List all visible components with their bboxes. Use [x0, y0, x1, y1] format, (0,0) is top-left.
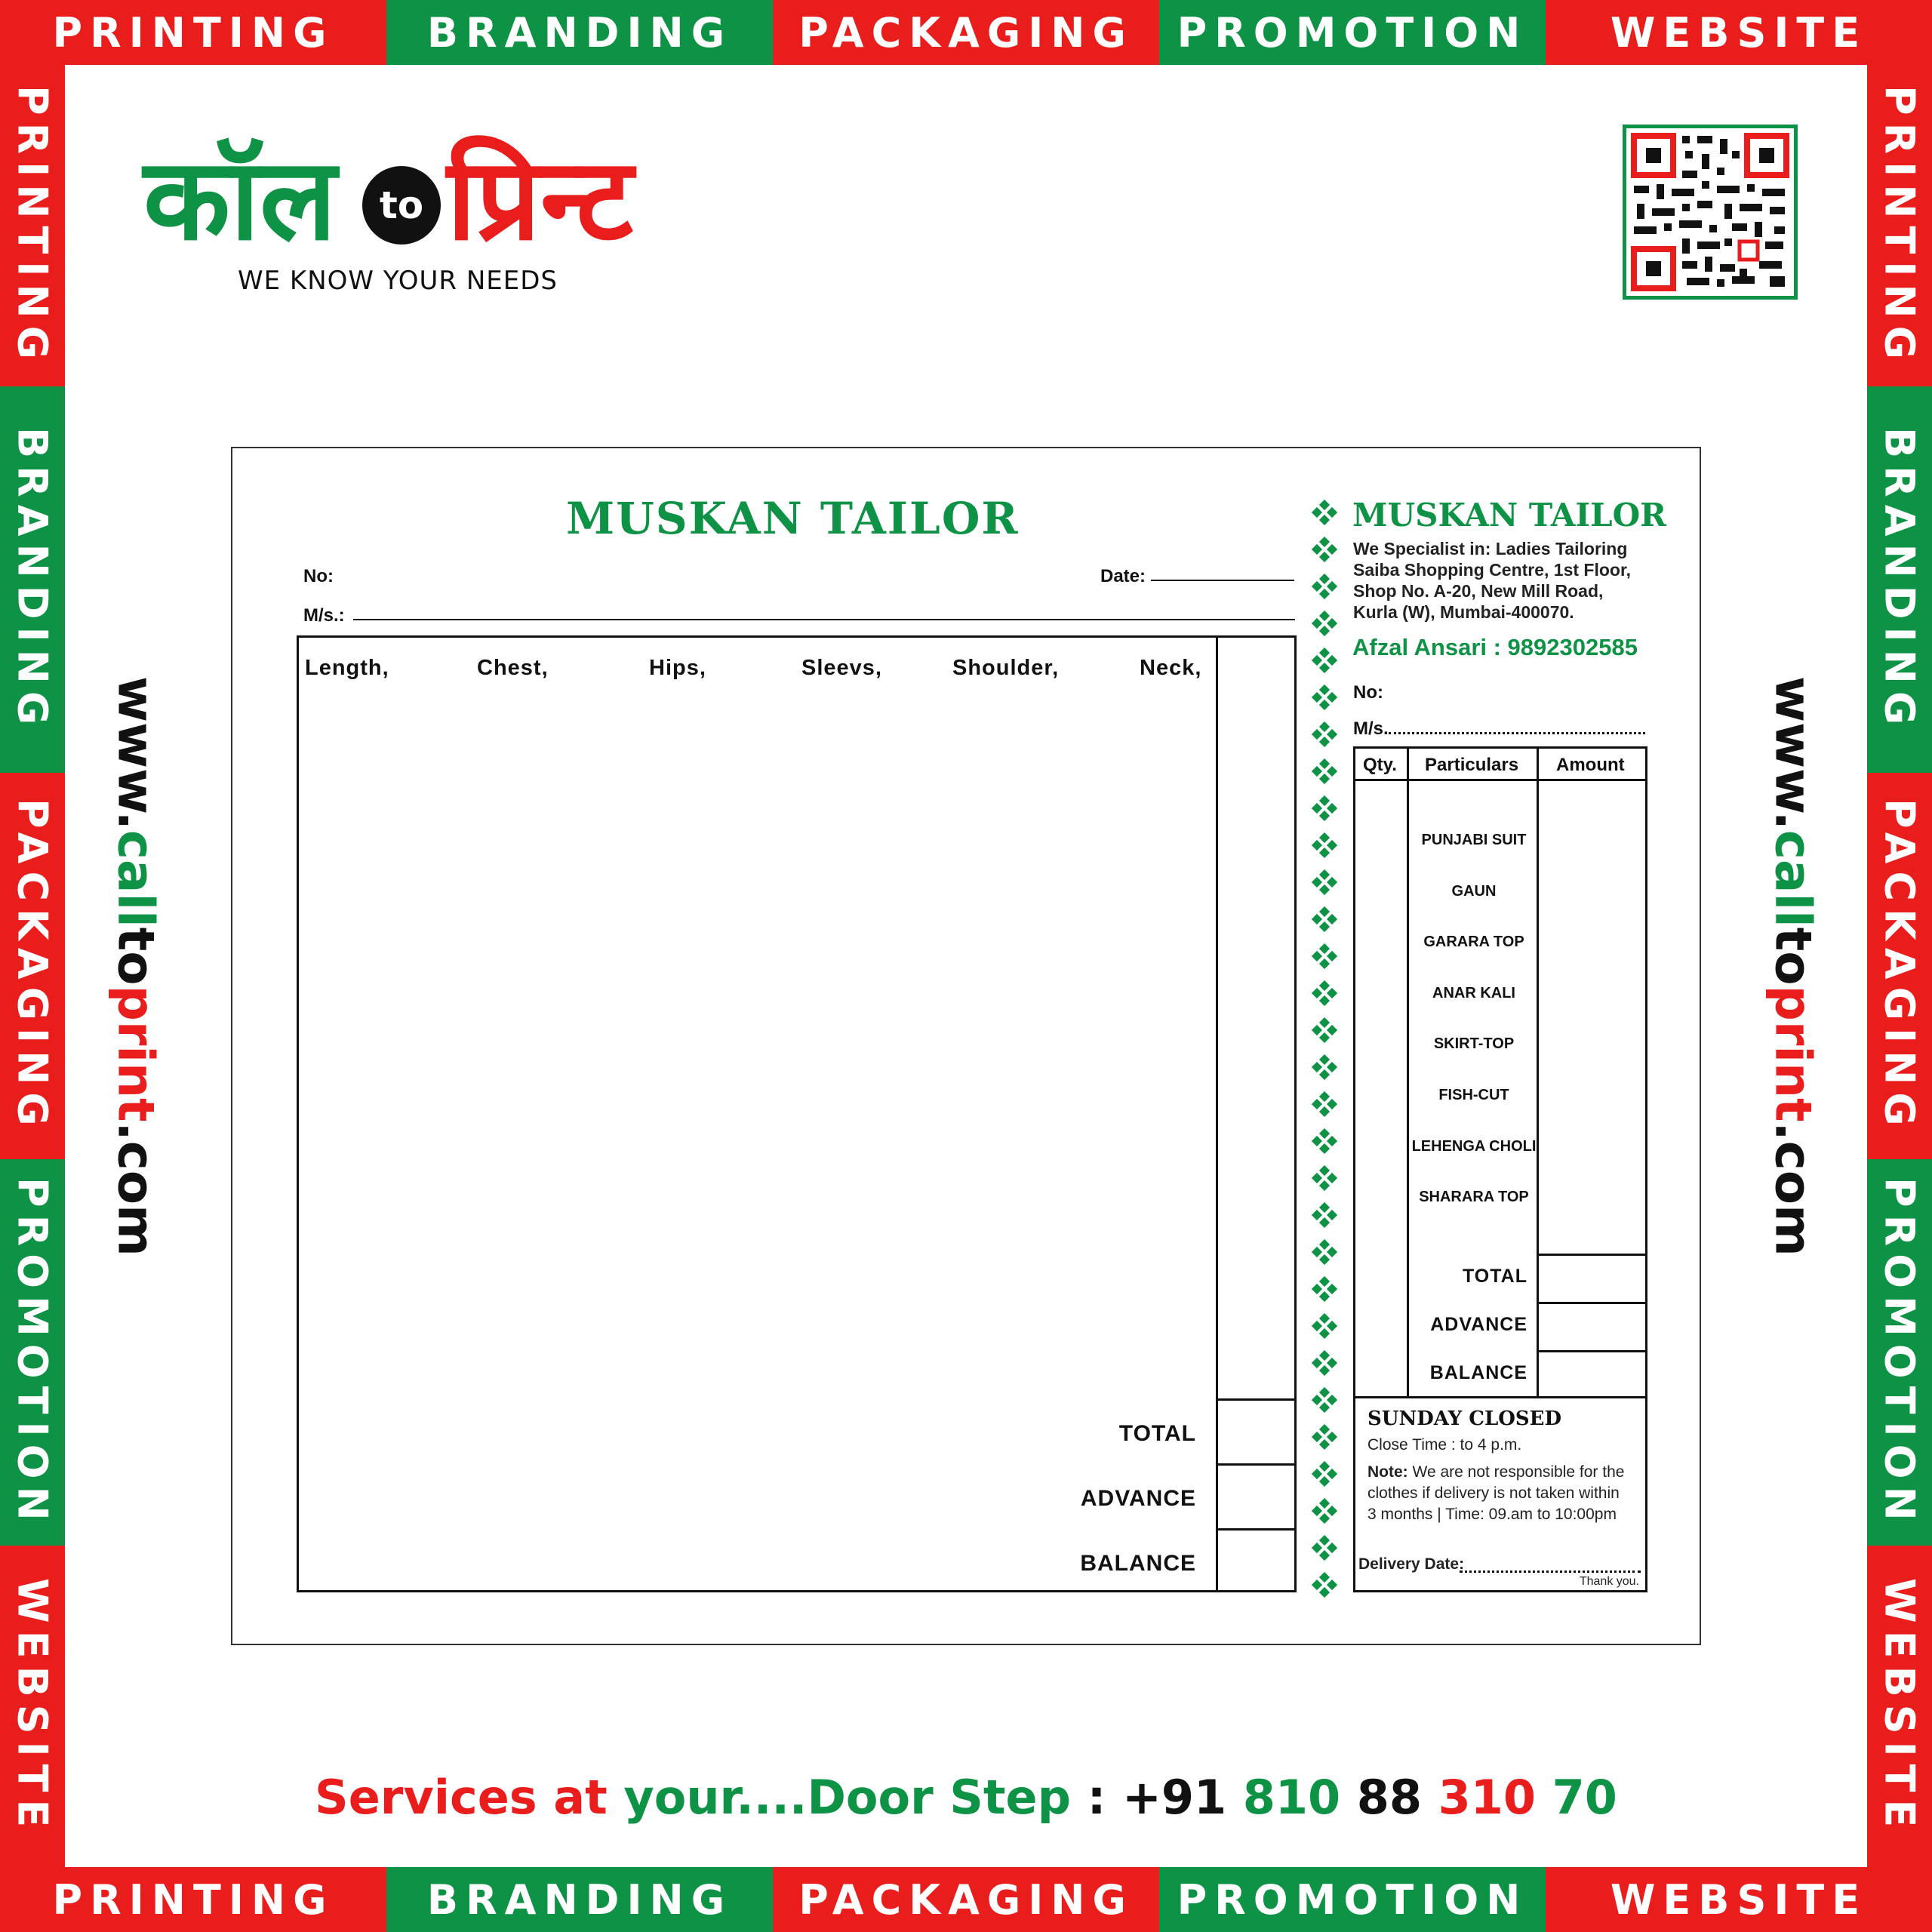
item-skirt-top: SKIRT-TOP — [1433, 1035, 1515, 1052]
item-gaun: GAUN — [1451, 883, 1497, 900]
qty-header: Qty. — [1363, 755, 1397, 775]
header-hips: Hips, — [649, 656, 706, 680]
stub-no-label: No: — [1353, 682, 1383, 703]
logo-hindi-call: कॉल — [143, 134, 337, 266]
bill-date-label: Date: — [1100, 566, 1146, 586]
band-label: BRANDING — [8, 426, 57, 733]
item-garara-top: GARARA TOP — [1423, 934, 1524, 950]
amount-header: Amount — [1556, 755, 1625, 775]
website-prefix: www. — [106, 675, 165, 830]
website-suffix: .com — [1764, 1121, 1823, 1257]
stub-info-line: Saiba Shopping Centre, 1st Floor, — [1353, 560, 1632, 580]
diamond-icon — [1312, 1128, 1337, 1154]
band-label: PROMOTION — [1875, 1177, 1924, 1528]
band-printing: PRINTING — [0, 1867, 386, 1932]
website-to: to — [106, 927, 165, 986]
diamond-icon — [1312, 1387, 1337, 1413]
footer-phone-2: 88 — [1340, 1770, 1438, 1825]
diamond-icon — [1312, 1350, 1337, 1376]
bill-advance-label: ADVANCE — [1080, 1486, 1196, 1511]
diamond-icon — [1312, 721, 1337, 747]
bill-no-label: No: — [303, 566, 334, 586]
footer-door-step: your....Door Step — [623, 1770, 1071, 1825]
bill-ms-label: M/s.: — [303, 605, 345, 626]
bill-total-label: TOTAL — [1118, 1421, 1196, 1446]
footer-phone-3: 310 — [1438, 1770, 1537, 1825]
band-label: PRINTING — [1875, 85, 1924, 367]
website-print: print — [106, 985, 165, 1122]
header-divider — [1355, 779, 1645, 781]
website-label-left — [106, 675, 166, 1257]
website-to: to — [1764, 927, 1823, 986]
website-text — [1764, 676, 1823, 1257]
band-packaging — [0, 773, 65, 1159]
balance-divider — [1216, 1528, 1297, 1531]
particulars-table — [1353, 746, 1647, 1398]
note-line: clothes if delivery is not taken within — [1367, 1484, 1620, 1502]
website-call: call — [1764, 829, 1823, 928]
website-suffix: .com — [106, 1121, 165, 1257]
band-branding — [0, 386, 65, 773]
measurement-table — [297, 635, 1297, 1592]
diamond-icon — [1312, 648, 1337, 673]
diamond-icon — [1312, 611, 1337, 636]
band-branding: BRANDING — [386, 0, 773, 65]
band-label: BRANDING — [1875, 426, 1924, 733]
total-line — [1539, 1254, 1645, 1256]
band-printing — [1867, 65, 1932, 386]
header-chest: Chest, — [477, 656, 549, 680]
band-printing: PRINTING — [0, 0, 386, 65]
ms-field-line[interactable] — [353, 619, 1295, 620]
total-divider — [1216, 1398, 1297, 1401]
stub-owner: Afzal Ansari : 9892302585 — [1352, 634, 1638, 660]
diamond-icon — [1312, 832, 1337, 858]
stub-info-line: Shop No. A-20, New Mill Road, — [1353, 581, 1604, 601]
band-printing — [0, 65, 65, 386]
diamond-icon — [1312, 1239, 1337, 1265]
delivery-date-label: Delivery Date: — [1358, 1555, 1465, 1573]
thank-you: Thank you. — [1579, 1575, 1639, 1588]
diamond-icon — [1312, 1017, 1337, 1043]
header-neck: Neck, — [1140, 656, 1202, 680]
diamond-icon — [1312, 980, 1337, 1006]
band-packaging: PACKAGING — [773, 1867, 1159, 1932]
footer-phone-1: 810 — [1242, 1770, 1341, 1825]
website-text — [107, 676, 165, 1257]
qr-code-icon — [1623, 125, 1798, 300]
balance-line — [1539, 1350, 1645, 1352]
diamond-icon — [1312, 1165, 1337, 1191]
band-promotion — [1867, 1159, 1932, 1546]
band-label: PACKAGING — [1875, 798, 1924, 1134]
item-sharara-top: SHARARA TOP — [1419, 1189, 1529, 1205]
band-label: WEBSITE — [8, 1577, 57, 1835]
table-column-divider — [1216, 638, 1218, 1590]
logo-to-bubble: to — [362, 166, 441, 245]
stub-info-line: Kurla (W), Mumbai-400070. — [1353, 602, 1574, 622]
website-label-right — [1763, 675, 1823, 1257]
diamond-icon — [1312, 537, 1337, 562]
stub-balance-label: BALANCE — [1429, 1362, 1527, 1383]
diamond-icon — [1312, 574, 1337, 599]
band-branding — [1867, 386, 1932, 773]
band-label: PROMOTION — [8, 1177, 57, 1528]
diamond-icon — [1312, 500, 1337, 525]
close-time: Close Time : to 4 p.m. — [1367, 1436, 1522, 1454]
footer-services — [0, 1770, 1932, 1825]
diamond-icon — [1312, 1091, 1337, 1117]
notes-box — [1353, 1396, 1647, 1592]
website-print: print — [1764, 985, 1823, 1122]
diamond-icon — [1312, 1276, 1337, 1302]
qty-divider — [1407, 749, 1409, 1396]
band-website: WEBSITE — [1546, 0, 1932, 65]
note-line — [1367, 1463, 1624, 1481]
diamond-icon — [1312, 685, 1337, 710]
band-packaging — [1867, 773, 1932, 1159]
bill-title: MUSKAN TAILOR — [566, 493, 1020, 544]
item-fish-cut: FISH-CUT — [1438, 1087, 1509, 1103]
item-anar-kali: ANAR KALI — [1432, 985, 1515, 1001]
diamond-icon — [1312, 1054, 1337, 1080]
diamond-icon — [1312, 1572, 1337, 1598]
website-call: call — [106, 829, 165, 928]
header-sleevs: Sleevs, — [801, 656, 882, 680]
item-punjabi-suit: PUNJABI SUIT — [1421, 832, 1527, 848]
delivery-date-field[interactable] — [1460, 1571, 1641, 1573]
particulars-header: Particulars — [1425, 755, 1519, 775]
diamond-icon — [1312, 1535, 1337, 1561]
note-label: Note: — [1367, 1463, 1408, 1481]
header-length: Length, — [305, 656, 389, 680]
band-promotion: PROMOTION — [1159, 1867, 1546, 1932]
header-shoulder: Shoulder, — [952, 656, 1060, 680]
diamond-icon — [1312, 758, 1337, 784]
diamond-icon — [1312, 1313, 1337, 1339]
diamond-icon — [1312, 1461, 1337, 1487]
stub-advance-label: ADVANCE — [1430, 1314, 1527, 1335]
note-line: 3 months | Time: 09.am to 10:00pm — [1367, 1506, 1617, 1523]
band-label: WEBSITE — [1875, 1577, 1924, 1835]
diamond-icon — [1312, 906, 1337, 932]
band-promotion: PROMOTION — [1159, 0, 1546, 65]
logo-tagline: WE KNOW YOUR NEEDS — [238, 266, 558, 296]
website-prefix: www. — [1764, 675, 1823, 830]
band-label: PACKAGING — [8, 798, 57, 1134]
footer-code: : +91 — [1070, 1770, 1243, 1825]
band-label: PRINTING — [8, 85, 57, 367]
item-lehenga-choli: LEHENGA CHOLI — [1411, 1138, 1537, 1155]
stub-total-label: TOTAL — [1462, 1266, 1527, 1287]
stub-ms-label: M/s. — [1353, 718, 1389, 739]
logo-hindi-print: प्रिन्ट — [447, 134, 633, 266]
diamond-icon — [1312, 1202, 1337, 1228]
diamond-icon — [1312, 943, 1337, 969]
stub-title: MUSKAN TAILOR — [1352, 497, 1667, 534]
note-text: We are not responsible for the — [1407, 1463, 1625, 1481]
diamond-icon — [1312, 869, 1337, 895]
diamond-icon — [1312, 1498, 1337, 1524]
diamond-icon — [1312, 795, 1337, 821]
advance-divider — [1216, 1463, 1297, 1466]
date-field-line[interactable] — [1151, 580, 1294, 581]
band-branding: BRANDING — [386, 1867, 773, 1932]
bill-balance-label: BALANCE — [1080, 1551, 1196, 1576]
advance-line — [1539, 1302, 1645, 1304]
band-promotion — [0, 1159, 65, 1546]
diamond-icon — [1312, 1424, 1337, 1450]
footer-phone-4: 70 — [1536, 1770, 1617, 1825]
band-website: WEBSITE — [1546, 1867, 1932, 1932]
footer-services-at: Services at — [315, 1770, 624, 1825]
sunday-closed: SUNDAY CLOSED — [1367, 1407, 1562, 1430]
band-packaging: PACKAGING — [773, 0, 1159, 65]
stub-ms-field[interactable] — [1389, 732, 1645, 734]
stub-info-line: We Specialist in: Ladies Tailoring — [1353, 539, 1628, 558]
